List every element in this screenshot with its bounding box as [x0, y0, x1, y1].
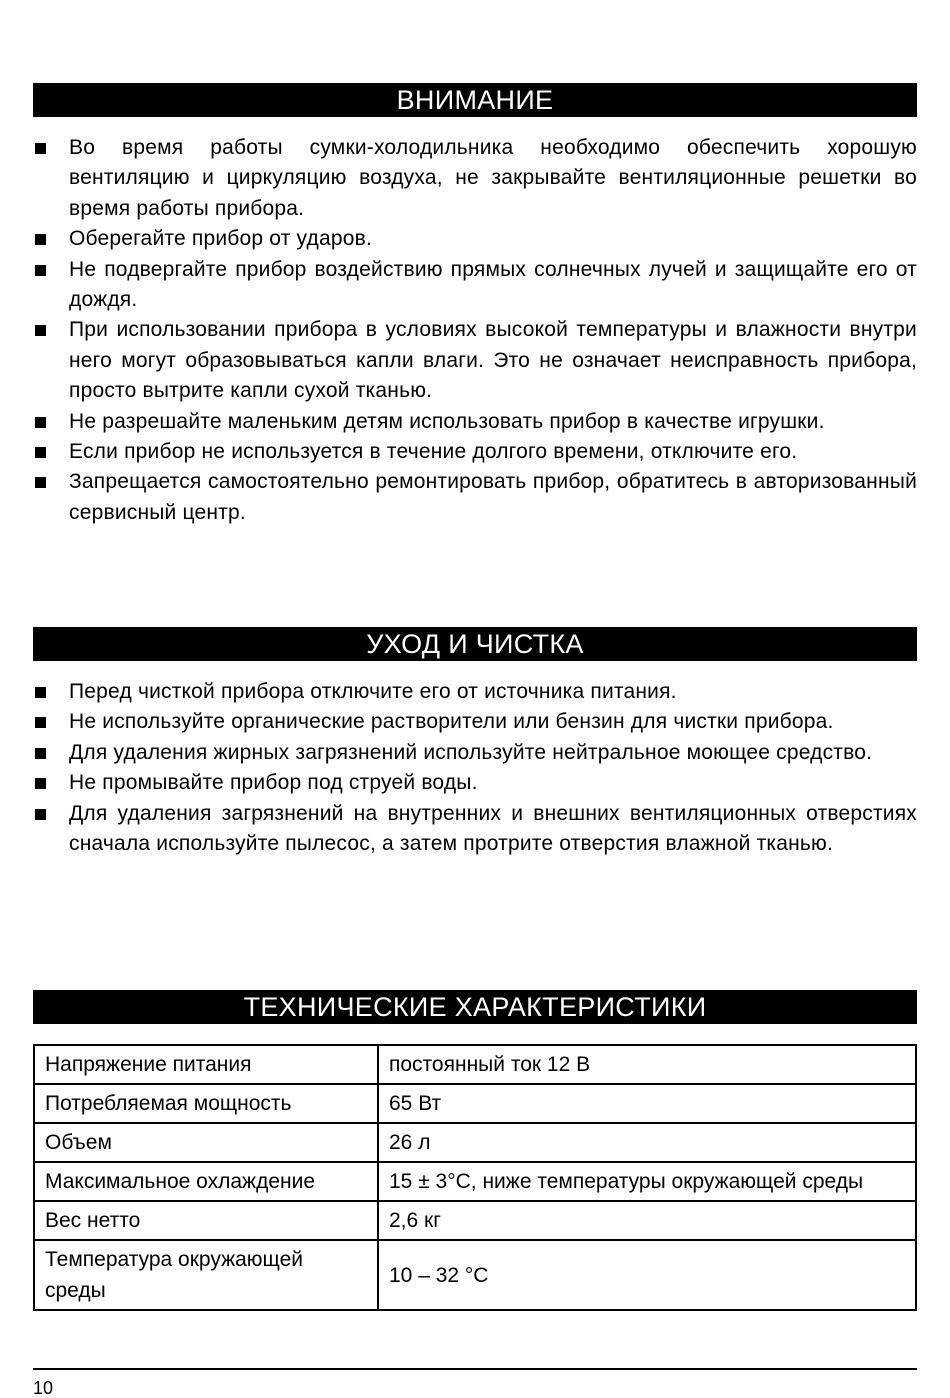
- list-item: [33, 677, 917, 707]
- list-item: [33, 407, 917, 437]
- spec-value: 26 л: [378, 1123, 916, 1162]
- spec-key: Объем: [34, 1123, 378, 1162]
- spec-key: Температура окружающей среды: [34, 1240, 378, 1310]
- list-item-text: Не разрешайте маленьким детям использовать прибор в качестве игрушки.: [69, 409, 825, 433]
- list-item: [33, 437, 917, 467]
- list-item-text: Если прибор не используется в течение долгого времени, отключите его.: [69, 440, 798, 464]
- list-item: [33, 255, 917, 316]
- specs-table: [33, 1044, 917, 1311]
- list-item: [33, 315, 917, 406]
- square-bullet-icon: [35, 417, 46, 428]
- table-row: [34, 1084, 916, 1123]
- square-bullet-icon: [35, 325, 46, 336]
- spec-value: 65 Вт: [378, 1084, 916, 1123]
- list-item-text: Во время работы сумки-холодильника необходимо обеспечить хорошую вентиляцию и циркуляцию воздуха, не закрывайте вентиляционные решетки во время работы прибора.: [69, 136, 917, 220]
- table-row: [34, 1123, 916, 1162]
- table-row: [34, 1162, 916, 1201]
- list-item-text: Запрещается самостоятельно ремонтировать прибор, обратитесь в авторизованный сервисный центр.: [69, 470, 917, 524]
- table-row: [34, 1201, 916, 1240]
- spec-key: Напряжение питания: [34, 1045, 378, 1084]
- square-bullet-icon: [35, 234, 46, 245]
- list-item: [33, 133, 917, 224]
- list-item-text: Не промывайте прибор под струей воды.: [69, 771, 478, 795]
- spec-value: 2,6 кг: [378, 1201, 916, 1240]
- square-bullet-icon: [35, 477, 46, 488]
- list-item-text: Не подвергайте прибор воздействию прямых солнечных лучей и защищайте его от дождя.: [69, 257, 917, 312]
- list-item-text: Оберегайте прибор от ударов.: [69, 227, 373, 251]
- square-bullet-icon: [35, 809, 46, 820]
- warning-list: [33, 133, 917, 528]
- section-title-care: УХОД И ЧИСТКА: [33, 627, 917, 661]
- square-bullet-icon: [35, 143, 46, 154]
- square-bullet-icon: [35, 687, 46, 698]
- list-item: [33, 768, 917, 798]
- list-item-text: Перед чисткой прибора отключите его от источника питания.: [69, 680, 677, 703]
- page-number: 10: [33, 1378, 54, 1398]
- table-row: [34, 1240, 916, 1310]
- spec-value: 15 ± 3°С, ниже температуры окружающей среды: [378, 1162, 916, 1201]
- square-bullet-icon: [35, 778, 46, 789]
- list-item-text: Для удаления жирных загрязнений используйте нейтральное моющее средство.: [69, 740, 873, 764]
- square-bullet-icon: [35, 717, 46, 728]
- spec-value: 10 – 32 °С: [378, 1240, 916, 1310]
- list-item: [33, 467, 917, 528]
- care-list: [33, 677, 917, 859]
- spec-key: Потребляемая мощность: [34, 1084, 378, 1123]
- spec-key: Максимальное охлаждение: [34, 1162, 378, 1201]
- list-item: [33, 707, 917, 737]
- spec-value: постоянный ток 12 В: [378, 1045, 916, 1084]
- spec-key: Вес нетто: [34, 1201, 378, 1240]
- list-item-text: При использовании прибора в условиях высокой температуры и влажности внутри него могут образовываться капли влаги. Это не означает неисправность прибора, просто вытрите капли сухой тканью.: [69, 318, 917, 403]
- square-bullet-icon: [35, 748, 46, 759]
- square-bullet-icon: [35, 265, 46, 276]
- list-item-text: Не используйте органические растворители или бензин для чистки прибора.: [69, 710, 834, 734]
- square-bullet-icon: [35, 447, 46, 458]
- table-row: [34, 1045, 916, 1084]
- footer-divider: [33, 1368, 917, 1370]
- list-item: [33, 224, 917, 254]
- list-item: [33, 738, 917, 768]
- section-title-warning: ВНИМАНИЕ: [33, 83, 917, 117]
- section-title-specs: ТЕХНИЧЕСКИЕ ХАРАКТЕРИСТИКИ: [33, 990, 917, 1024]
- list-item: [33, 799, 917, 860]
- list-item-text: Для удаления загрязнений на внутренних и внешних вентиляционных отверстиях сначала используйте пылесос, а затем протрите отверстия влажной тканью.: [69, 801, 917, 856]
